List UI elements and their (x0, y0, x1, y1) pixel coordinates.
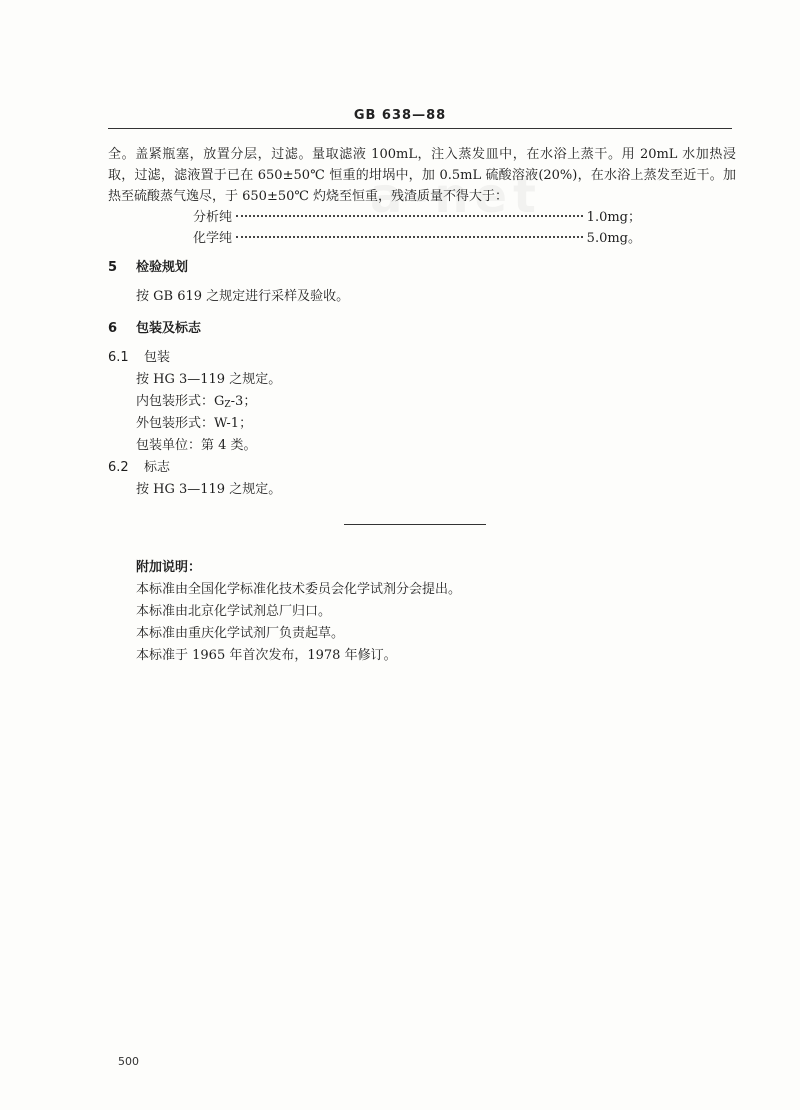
section-number: 6 (108, 321, 118, 336)
inner-packaging (136, 392, 256, 415)
note-line: 本标准由北京化学试剂总厂归口。 (136, 604, 332, 619)
outer-packaging: 外包装形式：W-1； (136, 416, 253, 431)
section5-heading (108, 258, 188, 278)
note-line: 本标准于 1965 年首次发布，1978 年修订。 (136, 648, 397, 663)
page-number: 500 (118, 1055, 139, 1068)
subsection-6-1-heading (108, 348, 170, 368)
section-number: 5 (108, 260, 118, 275)
section-title: 包装及标志 (136, 321, 202, 336)
dot-leader (236, 236, 583, 238)
packaging-unit: 包装单位：第 4 类。 (136, 438, 257, 453)
section6-heading (108, 319, 201, 339)
section-title: 检验规划 (136, 260, 189, 275)
subsection-number: 6.1 (108, 350, 129, 365)
limit-grade: 化学纯 (193, 231, 233, 246)
section4-paragraph: 全。盖紧瓶塞，放置分层，过滤。量取滤液 100mL，注入蒸发皿中，在水浴上蒸干。用 20mL 水加热浸取，过滤，滤液置于已在 650±50℃ 恒重的坩埚中，加 0.5mL 硫酸溶液(20%)，在水浴上蒸发至近干。加热至硫酸蒸气逸尽，于 650±50℃ 灼烧至恒重，残渣质量不得大于： (108, 147, 736, 204)
subsection-title: 标志 (144, 460, 171, 475)
section5-text: 按 GB 619 之规定进行采样及验收。 (136, 289, 350, 304)
section-divider (344, 524, 486, 525)
limit-value: 5.0mg。 (586, 231, 641, 246)
dot-leader (236, 215, 583, 217)
header-rule (108, 128, 732, 129)
subsection-6-2-heading (108, 458, 170, 478)
inner-packaging-subscript: Z (224, 400, 231, 410)
limit-row-analytical (193, 207, 641, 228)
inner-packaging-label: 内包装形式：G (136, 394, 225, 409)
inner-packaging-suffix: -3； (230, 394, 257, 409)
limit-grade: 分析纯 (193, 210, 233, 225)
notes-heading: 附加说明： (136, 560, 202, 575)
subsection-number: 6.2 (108, 460, 129, 475)
page-header-title: GB 638—88 (353, 108, 447, 123)
marking-rule: 按 HG 3—119 之规定。 (136, 482, 282, 497)
subsection-title: 包装 (144, 350, 171, 365)
limit-value: 1.0mg； (586, 210, 641, 225)
limit-row-chemical (193, 228, 641, 249)
note-line: 本标准由重庆化学试剂厂负责起草。 (136, 626, 345, 641)
note-line: 本标准由全国化学标准化技术委员会化学试剂分会提出。 (136, 582, 462, 597)
packaging-rule: 按 HG 3—119 之规定。 (136, 372, 282, 387)
